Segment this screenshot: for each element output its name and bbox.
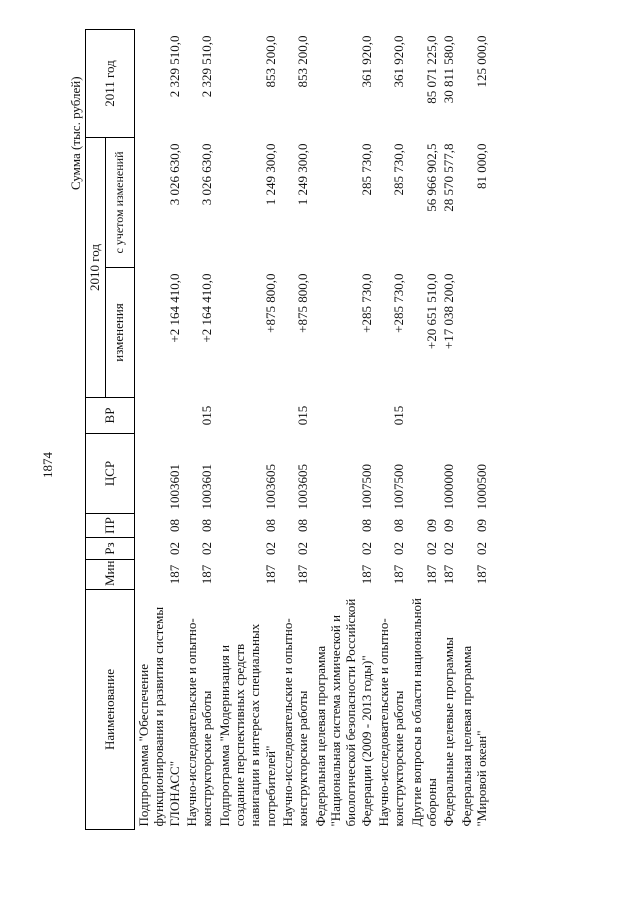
cell-min: 187 bbox=[295, 564, 311, 585]
cell-pr: 08 bbox=[295, 519, 311, 532]
cell-changes: +285 730,0 bbox=[358, 273, 374, 333]
cell-csr: 1007500 bbox=[358, 464, 374, 510]
cell-pr: 08 bbox=[358, 519, 374, 532]
table-row bbox=[458, 30, 491, 830]
table-row bbox=[279, 30, 312, 830]
cell-y2011: 85 071 225,0 bbox=[423, 35, 439, 104]
cell-name: Научно-исследовательские и опытно-конструкторские работы bbox=[279, 618, 311, 827]
header-pr: ПР bbox=[86, 514, 135, 538]
cell-pr: 09 bbox=[441, 519, 457, 532]
cell-min: 187 bbox=[473, 564, 489, 585]
cell-vr bbox=[134, 398, 182, 434]
cell-name: Научно-исследовательские и опытно-конструкторские работы bbox=[183, 618, 215, 827]
cell-vr bbox=[440, 398, 457, 434]
cell-changes: +2 164 410,0 bbox=[166, 273, 182, 343]
table-row bbox=[408, 30, 441, 830]
cell-csr: 1003605 bbox=[295, 464, 311, 510]
header-name: Наименование bbox=[86, 590, 135, 830]
cell-rz: 02 bbox=[262, 542, 278, 555]
table-header bbox=[86, 30, 135, 830]
cell-vr bbox=[312, 398, 375, 434]
cell-changes: +875 800,0 bbox=[295, 273, 311, 333]
cell-with-changes: 285 730,0 bbox=[358, 143, 374, 196]
header-vr: ВР bbox=[86, 398, 135, 434]
table-row bbox=[183, 30, 216, 830]
cell-csr: 1003601 bbox=[166, 464, 182, 510]
cell-csr: 1000000 bbox=[441, 464, 457, 510]
cell-name: Федеральные целевые программы bbox=[441, 637, 457, 827]
cell-with-changes: 56 966 902,5 bbox=[423, 143, 439, 212]
cell-y2011: 361 920,0 bbox=[358, 35, 374, 88]
header-with-changes: с учетом изменений bbox=[105, 138, 134, 268]
cell-min: 187 bbox=[441, 564, 457, 585]
header-2010: 2010 год bbox=[86, 138, 106, 398]
cell-name: Другие вопросы в области национальной обороны bbox=[408, 598, 439, 827]
cell-name: Федеральная целевая программа "Мировой океан" bbox=[458, 645, 489, 827]
cell-pr: 08 bbox=[166, 519, 182, 532]
table-row bbox=[375, 30, 408, 830]
cell-rz: 02 bbox=[166, 542, 182, 555]
cell-rz: 02 bbox=[391, 542, 407, 555]
cell-with-changes: 3 026 630,0 bbox=[199, 143, 215, 206]
cell-csr: 1003605 bbox=[262, 464, 278, 510]
header-rz: Рз bbox=[86, 538, 135, 560]
cell-pr: 08 bbox=[391, 519, 407, 532]
cell-rz: 02 bbox=[423, 542, 439, 555]
cell-y2011: 2 329 510,0 bbox=[166, 35, 182, 98]
table-body bbox=[134, 30, 490, 830]
cell-min: 187 bbox=[262, 564, 278, 585]
header-changes: изменения bbox=[105, 268, 134, 398]
cell-csr: 1000500 bbox=[473, 464, 489, 510]
cell-changes: +17 038 200,0 bbox=[441, 273, 457, 350]
table-row bbox=[216, 30, 279, 830]
cell-changes: +875 800,0 bbox=[262, 273, 278, 333]
cell-vr bbox=[408, 398, 441, 434]
cell-min: 187 bbox=[166, 564, 182, 585]
cell-vr: 015 bbox=[391, 405, 407, 426]
cell-vr: 015 bbox=[295, 405, 311, 426]
table-row bbox=[312, 30, 375, 830]
cell-with-changes: 28 570 577,8 bbox=[441, 143, 457, 212]
cell-y2011: 853 200,0 bbox=[262, 35, 278, 88]
cell-min: 187 bbox=[423, 564, 439, 585]
cell-rz: 02 bbox=[358, 542, 374, 555]
cell-rz: 02 bbox=[441, 542, 457, 555]
cell-name: Подпрограмма "Обеспечение функционирования и развития системы ГЛОНАСС" bbox=[135, 606, 182, 827]
header-csr: ЦСР bbox=[86, 434, 135, 514]
cell-pr: 08 bbox=[199, 519, 215, 532]
cell-vr bbox=[458, 398, 491, 434]
cell-vr: 015 bbox=[199, 405, 215, 426]
cell-y2011: 361 920,0 bbox=[391, 35, 407, 88]
table-row bbox=[440, 30, 457, 830]
cell-with-changes: 81 000,0 bbox=[473, 143, 489, 189]
cell-min: 187 bbox=[358, 564, 374, 585]
cell-csr bbox=[408, 434, 441, 514]
cell-rz: 02 bbox=[199, 542, 215, 555]
cell-min: 187 bbox=[199, 564, 215, 585]
cell-name: Научно-исследовательские и опытно-конструкторские работы bbox=[375, 618, 407, 827]
unit-label: Сумма (тыс. рублей) bbox=[68, 76, 83, 190]
cell-csr: 1003601 bbox=[199, 464, 215, 510]
cell-changes: +285 730,0 bbox=[391, 273, 407, 333]
table-row bbox=[134, 30, 182, 830]
cell-pr: 08 bbox=[262, 519, 278, 532]
cell-with-changes: 1 249 300,0 bbox=[295, 143, 311, 206]
cell-csr: 1007500 bbox=[391, 464, 407, 510]
cell-with-changes: 3 026 630,0 bbox=[166, 143, 182, 206]
cell-with-changes: 1 249 300,0 bbox=[262, 143, 278, 206]
cell-y2011: 853 200,0 bbox=[295, 35, 311, 88]
cell-y2011: 30 811 580,0 bbox=[441, 35, 457, 104]
header-2011: 2011 год bbox=[86, 30, 135, 138]
page-number: 1874 bbox=[40, 452, 55, 478]
cell-rz: 02 bbox=[295, 542, 311, 555]
cell-rz: 02 bbox=[473, 542, 489, 555]
cell-y2011: 125 000,0 bbox=[473, 35, 489, 88]
cell-vr bbox=[216, 398, 279, 434]
cell-changes: +2 164 410,0 bbox=[199, 273, 215, 343]
cell-name: Подпрограмма "Модернизация и создание перспективных средств навигации в интересах специальных потребителей" bbox=[216, 623, 278, 827]
budget-table bbox=[85, 29, 490, 830]
cell-pr: 09 bbox=[423, 519, 439, 532]
header-min: Мин bbox=[86, 560, 135, 590]
cell-pr: 09 bbox=[473, 519, 489, 532]
cell-y2011: 2 329 510,0 bbox=[199, 35, 215, 98]
cell-changes bbox=[458, 268, 491, 398]
cell-with-changes: 285 730,0 bbox=[391, 143, 407, 196]
cell-name: Федеральная целевая программа "Национальная система химической и биологической безопасности Российской Федерации (2009 - 2013 годы)" bbox=[312, 598, 374, 827]
cell-changes: +20 651 510,0 bbox=[423, 273, 439, 350]
cell-min: 187 bbox=[391, 564, 407, 585]
